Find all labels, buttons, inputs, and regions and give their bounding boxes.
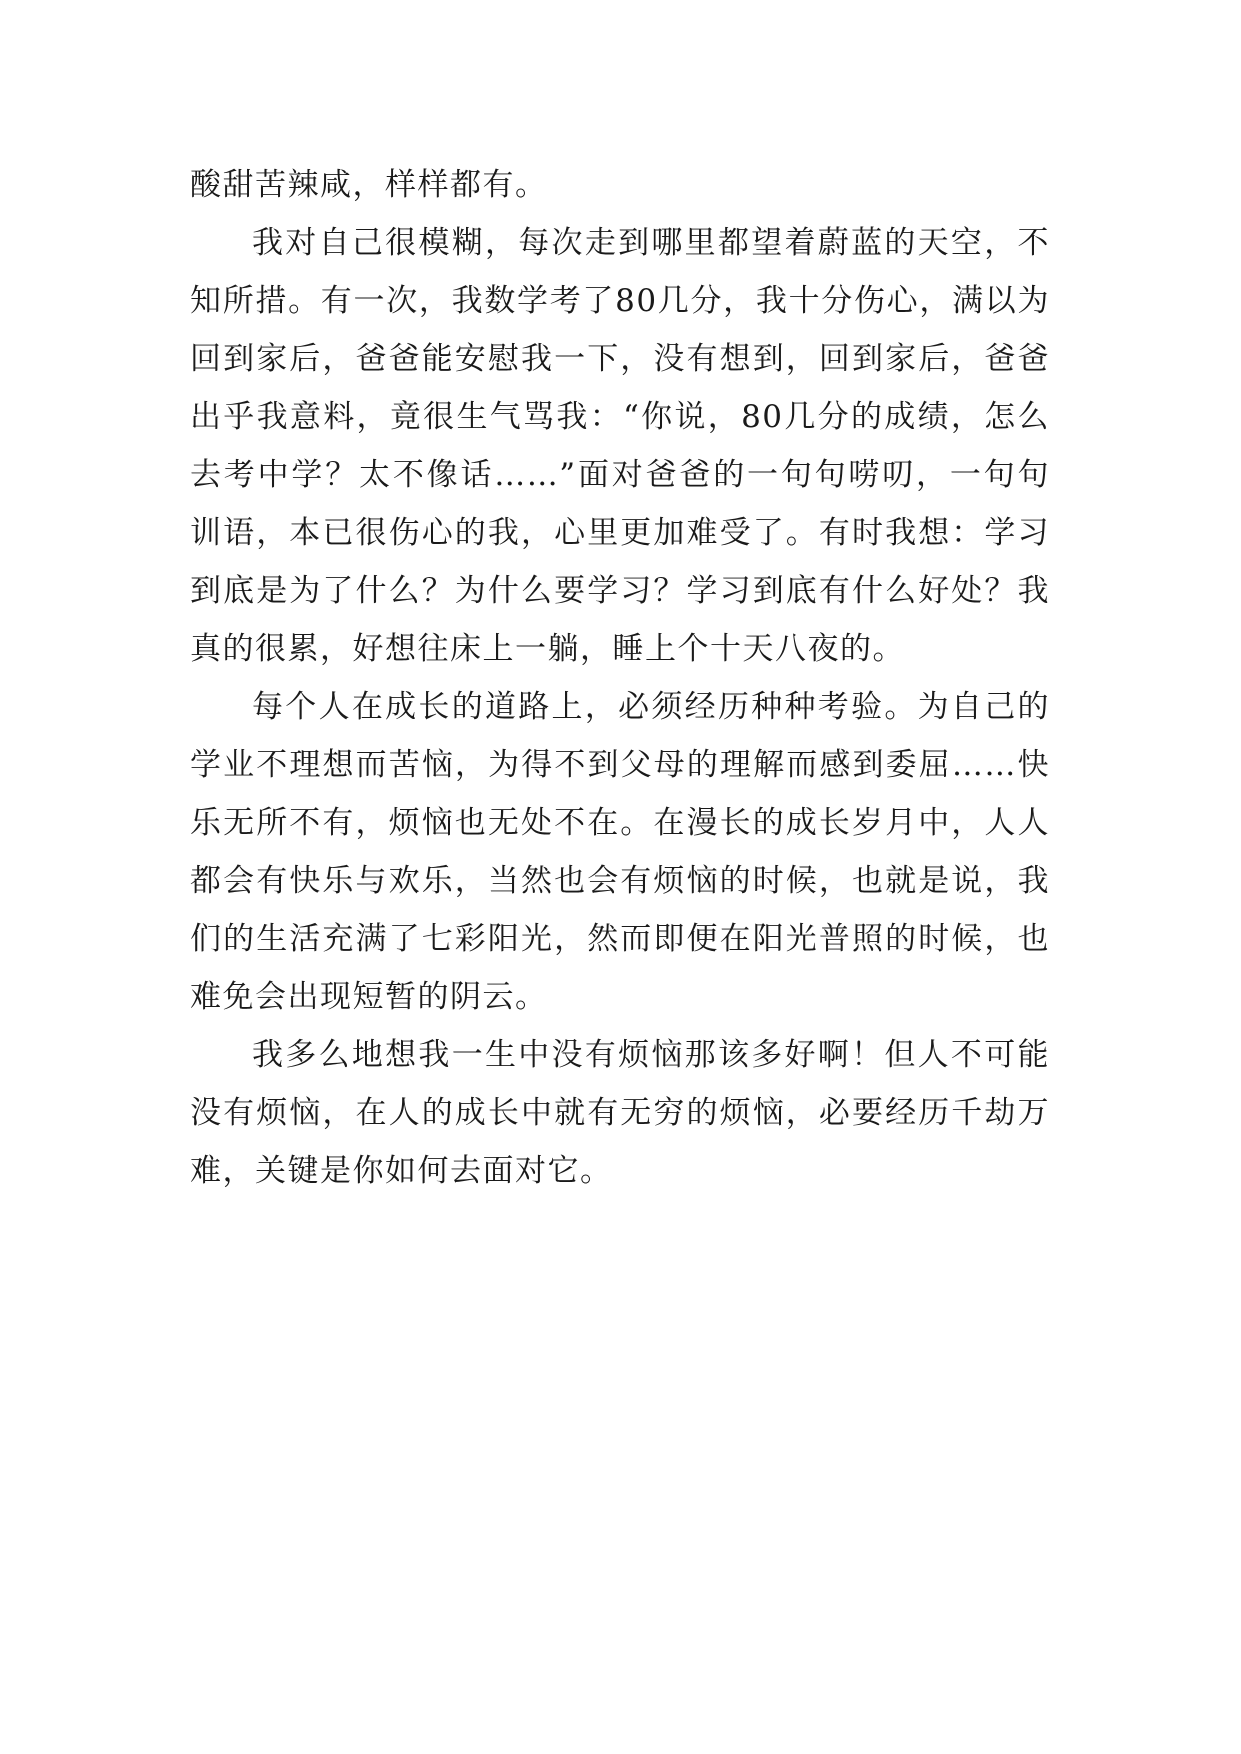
document-body bbox=[190, 156, 1050, 1200]
paragraph: 我多么地想我一生中没有烦恼那该多好啊！但人不可能没有烦恼，在人的成长中就有无穷的烦恼，必要经历千劫万难，关键是你如何去面对它。 bbox=[190, 1037, 1050, 1189]
paragraph: 每个人在成长的道路上，必须经历种种考验。为自己的学业不理想而苦恼，为得不到父母的理解而感到委屈……快乐无所不有，烦恼也无处不在。在漫长的成长岁月中，人人都会有快乐与欢乐，当然也会有烦恼的时候，也就是说，我们的生活充满了七彩阳光，然而即便在阳光普照的时候，也难免会出现短暂的阴云。 bbox=[190, 689, 1050, 1015]
paragraph: 我对自己很模糊，每次走到哪里都望着蔚蓝的天空，不知所措。有一次，我数学考了80几分，我十分伤心，满以为回到家后，爸爸能安慰我一下，没有想到，回到家后，爸爸出乎我意料，竟很生气骂我：“你说，80几分的成绩，怎么去考中学？太不像话……”面对爸爸的一句句唠叨，一句句训语，本已很伤心的我，心里更加难受了。有时我想：学习到底是为了什么？为什么要学习？学习到底有什么好处？我真的很累，好想往床上一躺，睡上个十天八夜的。 bbox=[190, 225, 1050, 667]
paragraph-continuation: 酸甜苦辣咸，样样都有。 bbox=[190, 167, 548, 203]
